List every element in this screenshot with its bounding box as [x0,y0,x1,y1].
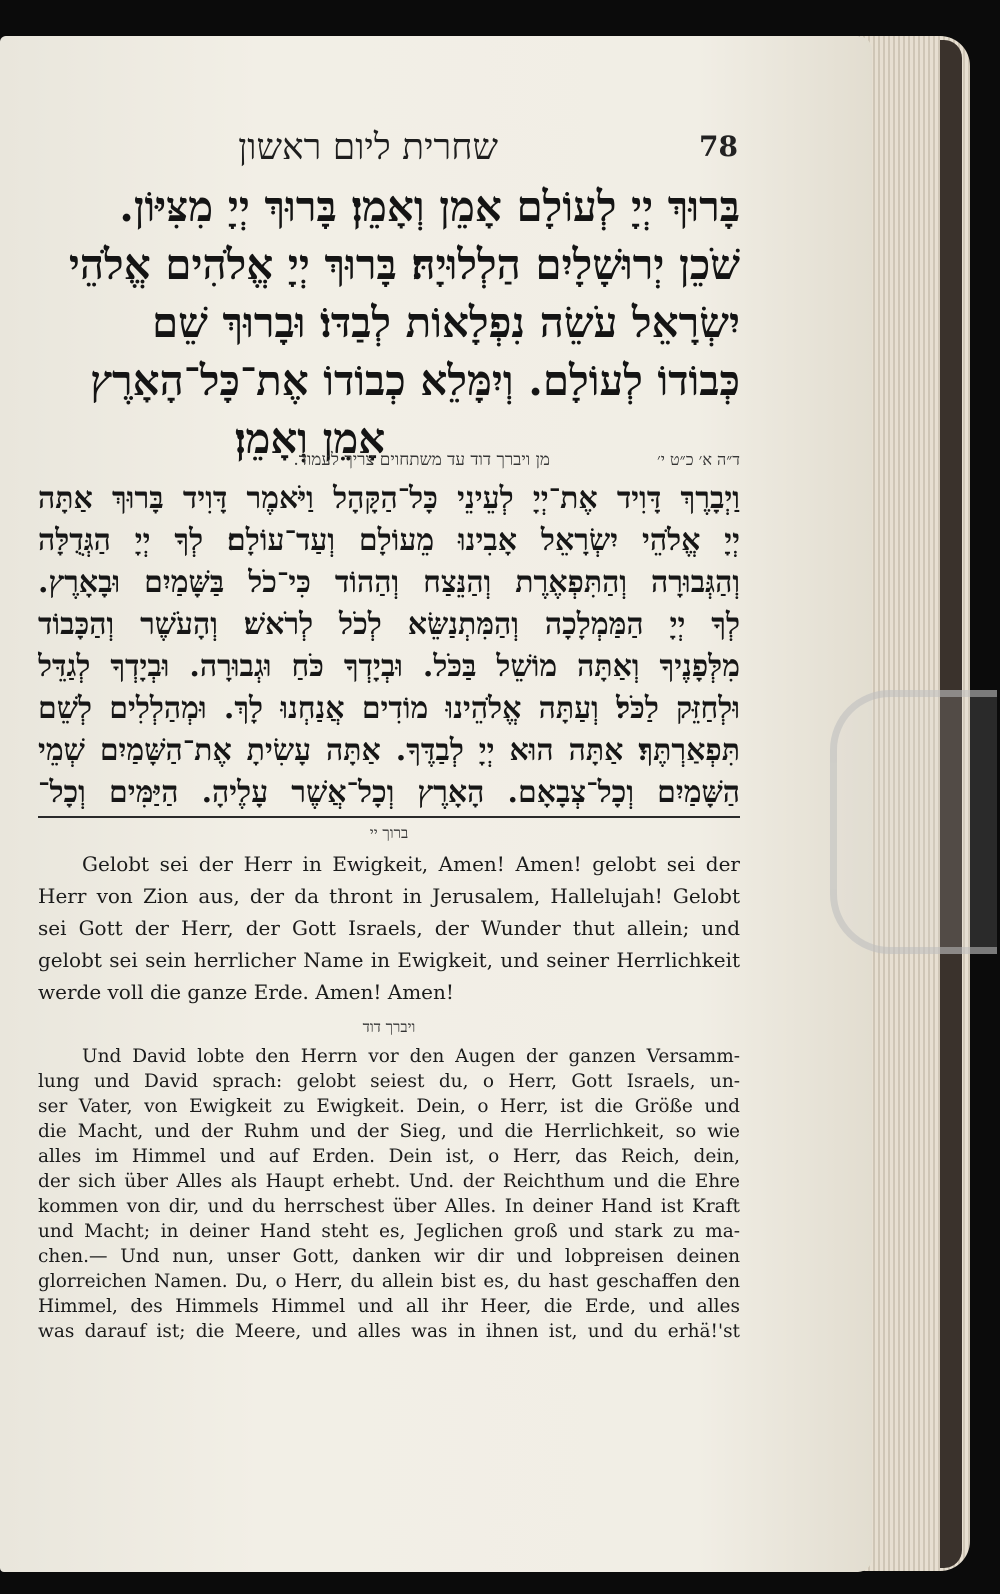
german-line: was darauf ist; die Meere, und alles was in ihnen ist, und du erhä!'st [38,1321,740,1342]
german-line: sei Gott der Herr, der Gott Israels, der Wunder thut allein; und [38,916,740,940]
german-line: Herr von Zion aus, der da thront in Jerusalem, Hallelujah! Gelobt [38,884,740,908]
page-header [48,126,738,176]
german-line: Und David lobte den Herrn vor den Augen der ganzen Versamm- [82,1046,740,1067]
german-translation-2 [38,1044,740,1344]
german-line: ser Vater, von Ewigkeit zu Ewigkeit. Dein, o Herr, ist die Größe und [38,1096,740,1117]
hebrew-line: הַשָּׁמַיִם וְכָל־צְבָאָם. הָאָרֶץ וְכָל־אֲשֶׁר עָלֶיהָ. הַיַּמִּים וְכָל־ [38,775,740,810]
hebrew-line: אָמֵן וְאָמֵן׃ [234,414,386,463]
german-line: Himmel, des Himmels Himmel und all ihr Heer, die Erde, und alles [38,1296,740,1317]
hebrew-line: לְךָ יְיָ הַמַּמְלָכָה וְהַמִּתְנַשֵּׂא לְכֹל לְרֹאשׁ׃ וְהָעֹשֶׁר וְהַכָּבוֹד [38,607,740,642]
translation-cue: ברוך יי [369,824,409,842]
hebrew-line: תִּפְאַרְתֶּךָ׃ אַתָּה הוּא יְיָ לְבַדֶּךָ. אַתָּה עָשִׂיתָ אֶת־הַשָּׁמַיִם שְׁמֵי [38,733,740,768]
german-line: gelobt sei sein herrlicher Name in Ewigkeit, und seiner Herrlichkeit [38,948,740,972]
german-line: der sich über Alles als Haupt erhebt. Und. der Reichthum und die Ehre [38,1171,740,1192]
german-line: kommen von dir, und du herrschest über Alles. In deiner Hand ist Kraft [38,1196,740,1217]
hebrew-line: מִלְּפָנֶיךָ וְאַתָּה מוֹשֵׁל בַּכֹּל. וּבְיָדְךָ כֹּחַ וּגְבוּרָה. וּבְיָדְךָ לְגַדֵּל [38,649,740,684]
german-line: glorreichen Namen. Du, o Herr, du allein bist es, du hast geschaffen den [38,1271,740,1292]
hebrew-line: כְּבוֹדוֹ לְעוֹלָם. וְיִמָּלֵא כְבוֹדוֹ אֶת־כָּל־הָאָרֶץ [90,356,740,405]
hebrew-line: וְהַגְּבוּרָה וְהַתִּפְאֶרֶת וְהַנֵּצַח וְהַהוֹד כִּי־כֹל בַּשָּׁמַיִם וּבָאָרֶץ. [38,565,740,600]
hebrew-line: יְיָ אֱלֹהֵי יִשְׂרָאֵל אָבִינוּ מֵעוֹלָם וְעַד־עוֹלָם׃ לְךָ יְיָ הַגְּדֻלָּה [38,523,740,558]
main-hebrew-block [50,178,740,468]
page-number: 78 [699,130,738,163]
hebrew-line: בָּרוּךְ יְיָ לְעוֹלָם אָמֵן וְאָמֵן׃ בָּרוּךְ יְיָ מִצִּיּוֹן. [119,182,740,231]
german-translation-1 [38,848,740,1008]
german-line: Gelobt sei der Herr in Ewigkeit, Amen! Amen! gelobt sei der [82,852,740,876]
page-clip [830,690,997,954]
translation-cue: ויברך דוד [362,1018,416,1036]
hebrew-line: יִשְׂרָאֵל עֹשֵׂה נִפְלָאוֹת לְבַדּוֹ׃ וּבָרוּךְ שֵׁם [151,298,740,347]
source-reference: ד״ה א׳ כ״ט י׳ [657,450,740,469]
hebrew-line: וַיְבָרֶךְ דָּוִיד אֶת־יְיָ לְעֵינֵי כָּל־הַקָּהָל וַיֹּאמֶר דָּוִיד בָּרוּךְ אַתָּה [38,481,740,516]
source-note [50,450,740,476]
german-line: und Macht; in deiner Hand steht es, Jeglichen groß und stark zu ma- [38,1221,740,1242]
german-line: lung und David sprach: gelobt seiest du, o Herr, Gott Israels, un- [38,1071,740,1092]
hebrew-line: שֹׁכֵן יְרוּשָׁלָיִם הַלְלוּיָהּ׃ בָּרוּךְ יְיָ אֱלֹהִים אֱלֹהֵי [68,240,740,289]
german-line: die Macht, und der Ruhm und der Sieg, und die Herrlichkeit, so wie [38,1121,740,1142]
german-line: chen.— Und nun, unser Gott, danken wir dir und lobpreisen deinen [38,1246,740,1267]
german-line: werde voll die ganze Erde. Amen! Amen! [38,980,454,1004]
second-hebrew-block [38,478,740,814]
running-title: שחרית ליום ראשון [238,127,498,168]
german-line: alles im Himmel und auf Erden. Dein ist, o Herr, das Reich, dein, [38,1146,740,1167]
section-divider [38,816,740,818]
source-description: מן ויברך דוד עד משתחוים צריך לעמוד. [293,450,550,470]
hebrew-line: וּלְחַזֵּק לַכֹּל׃ וְעַתָּה אֱלֹהֵינוּ מוֹדִים אֲנַחְנוּ לָךְ. וּמְהַלְלִים לְשֵׁם [38,691,740,726]
